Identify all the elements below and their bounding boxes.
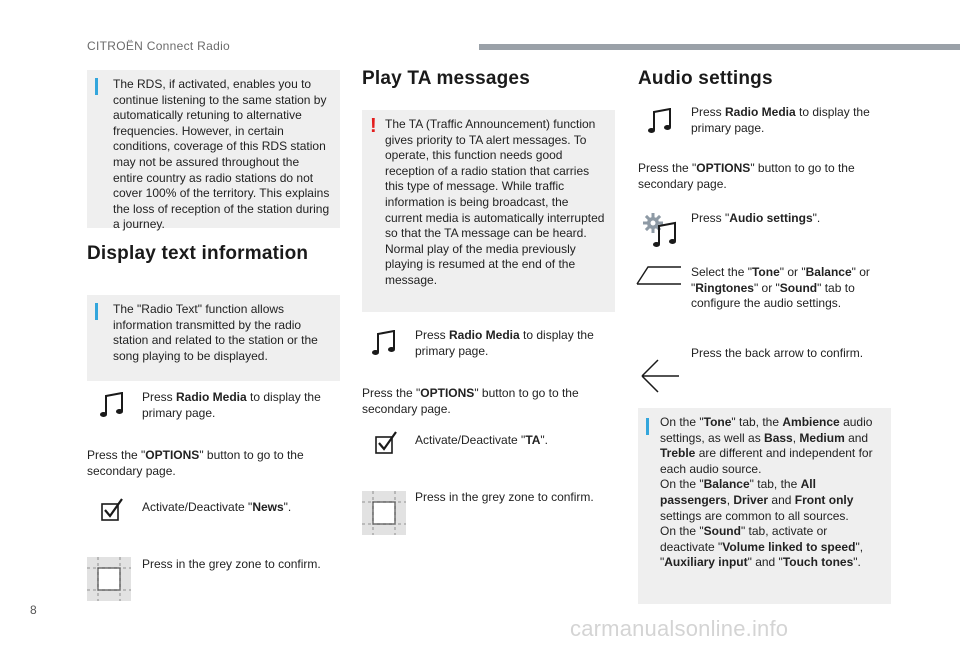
col3-step5: Press the back arrow to confirm. [691, 346, 864, 360]
col2-step3: Activate/Deactivate "TA". [415, 433, 549, 447]
col1-step1: Press Radio Media to display the primary page. [142, 390, 321, 420]
checkbox-icon [375, 431, 399, 455]
col2-step4: Press in the grey zone to confirm. [415, 490, 594, 504]
ta-note-text: The TA (Traffic Announcement) function gives priority to TA alert messages. To operate, this function needs good reception of a radio station that carries this type of message. While traffic information is being broadcast, the current media is automatically interrupted so that the TA message can be heard. Normal play of the media previously playing is resumed at the end of the message. [385, 117, 605, 287]
rds-note-text: The RDS, if activated, enables you to continue listening to the same station by automatically retuning to alternative frequencies. However, in certain conditions, coverage of this RDS station may not be assured throughout the entire country as radio stations do not cover 100% of the territory. This explains the loss of reception of the station during a journey. [113, 77, 330, 232]
col3-step3: Press "Audio settings". [691, 211, 821, 225]
col1-step2: Press the "OPTIONS" button to go to the secondary page. [87, 448, 304, 478]
heading-display-text: Display text information [87, 243, 309, 264]
audio-note [638, 408, 891, 604]
checkbox-icon [101, 498, 125, 522]
col1-step4: Press in the grey zone to confirm. [142, 557, 321, 571]
grey-zone-icon [362, 491, 406, 535]
col3-step1: Press Radio Media to display the primary page. [691, 105, 870, 135]
info-icon [95, 303, 98, 320]
heading-play-ta: Play TA messages [362, 68, 530, 89]
header-title: CITROËN Connect Radio [87, 39, 231, 53]
col2-step1: Press Radio Media to display the primary page. [415, 328, 594, 358]
tab-icon [636, 266, 682, 286]
ta-note [362, 110, 615, 312]
col1-step3: Activate/Deactivate "News". [142, 500, 292, 514]
music-note-icon [100, 392, 124, 418]
heading-audio-settings: Audio settings [638, 68, 773, 89]
gear-music-icon [640, 210, 680, 248]
info-icon [646, 418, 649, 435]
header-bar [479, 44, 960, 50]
col3-step2: Press the "OPTIONS" button to go to the secondary page. [638, 161, 855, 191]
radio-text-note [87, 295, 340, 381]
back-arrow-icon [638, 356, 682, 396]
col3-step4: Select the "Tone" or "Balance" or "Ringtones" or "Sound" tab to configure the audio settings. [691, 265, 870, 311]
audio-note-text: On the "Tone" tab, the Ambience audio settings, as well as Bass, Medium and Treble are different and independent for each audio source. On the "Balance" tab, the All passengers, Driver and Front only settings are common to all sources. On the "Sound" tab, activate or deactivate "Volume linked to speed", "Auxiliary input" and "Touch tones". [660, 415, 873, 570]
warning-icon: ! [370, 115, 377, 137]
music-note-icon [648, 108, 672, 134]
watermark: carmanualsonline.info [570, 616, 789, 641]
grey-zone-icon [87, 557, 131, 601]
col2-step2: Press the "OPTIONS" button to go to the secondary page. [362, 386, 579, 416]
rds-note [87, 70, 340, 232]
page-number: 8 [30, 603, 37, 617]
info-icon [95, 78, 98, 95]
radio-text-note-text: The "Radio Text" function allows information transmitted by the radio station and related to the station or the song playing to be displayed. [113, 302, 318, 363]
music-note-icon [372, 330, 396, 356]
